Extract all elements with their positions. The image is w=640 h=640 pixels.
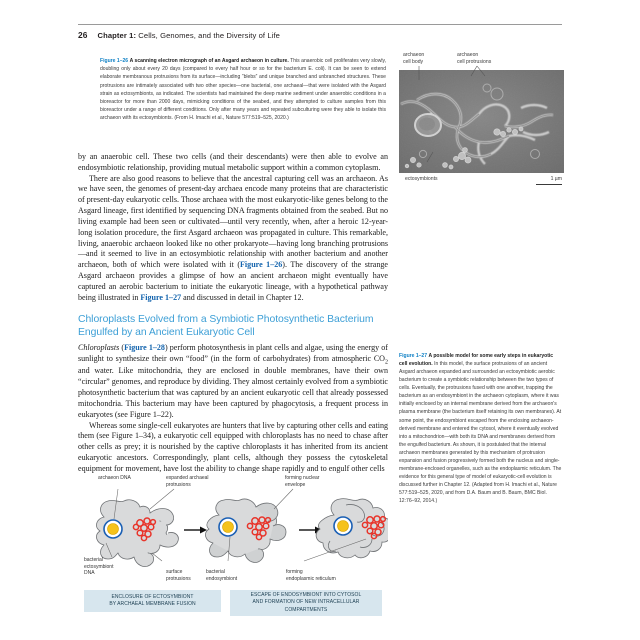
surface-protrusions-line2: protrusions [166, 575, 191, 582]
running-head [78, 30, 562, 40]
micrograph-callout-labels [399, 52, 564, 70]
section-heading [78, 313, 396, 340]
paragraph-2-part-a: There are also good reasons to believe that the ancestral capturing cell was an archaeon. As we have seen, the genomes of present-day archaea encode many proteins that are characteristic of present-day eukaryotic cells. Those archaea with the most eukaryotic-like genes belong to the Asgard lineage, first identified by sequencing DNA fragments obtained from the seabed. But no living example had been seen or cultivated—until very recently, when, after a heroic 12-year-long isolation procedure, the first Asgard archaeon was propagated in culture. This remarkable, living, anaerobic archaeon looked like no other prokaryote—having long branching protrusions—and it seemed to live in an ectosymbiotic relationship with another bacterium and another archaeon, both of which were isolated with it ( [78, 173, 388, 270]
figure-1-26-title: A scanning electron micrograph of an Asgard archaeon in culture. [129, 58, 289, 64]
paragraph-2-part-c: and discussed in detail in Chapter 12. [181, 292, 304, 302]
chapter-label: Chapter 1: [97, 31, 137, 40]
expanded-protrusions-line2: protrusions [166, 481, 191, 488]
banner-left-line1: ENCLOSURE OF ECTOSYMBIONT [111, 593, 194, 600]
bacterial-ecto-line2: ectosymbiont [84, 563, 114, 570]
label-ectosymbionts: ectosymbionts [405, 176, 438, 182]
bacterial-ectosymbiont-stage1 [104, 520, 122, 538]
diagram-label-bacterial-ectosymbiont-dna [84, 557, 113, 577]
label-archaeon-cell-body-line2: cell body [403, 58, 424, 65]
figure-1-27-diagram [78, 477, 388, 617]
banner-right-line1: ESCAPE OF ENDOSYMBIONT INTO CYTOSOL [250, 592, 362, 599]
figure-1-26-caption [100, 57, 386, 122]
paragraph-1: by an anaerobic cell. These two cells (and their descendants) were then able to evolve an endosymbiotic relationship, providing mutual metabolic support within a common cytoplasm. [78, 152, 388, 172]
paragraph-3 [78, 343, 388, 421]
expanded-protrusions-line1: expanded archaeal [166, 475, 209, 481]
diagram-label-expanded-protrusions [166, 475, 209, 488]
micrograph-svg [399, 70, 564, 173]
figure-1-27-title: A possible model for some early steps in eukaryotic cell evolution. [399, 353, 554, 368]
scale-bar-text: 1 µm [550, 176, 562, 182]
diagram-label-surface-protrusions [166, 569, 191, 582]
figure-ref-1-27: Figure 1–27 [140, 292, 182, 302]
paragraph-3-rest: ) perform photosynthesis in plant cells and algae, using the energy of sunlight to synthesize their own “food” (in the form of carbohydrates) from atmospheric CO [78, 343, 388, 363]
forming-nuclear-line1: forming nuclear [285, 475, 320, 481]
figure-1-27-label: Figure 1–27 [399, 353, 428, 359]
figure-1-26-panel [399, 52, 564, 187]
diagram-label-bacterial-endosymbiont [206, 569, 237, 582]
forming-nuclear-line2: envelope [285, 481, 306, 488]
paragraph-4: Whereas some single-cell eukaryotes are hunters that live by capturing other cells and eating them (see Figure 1–34), a eukaryotic cell equipped with chloroplasts has no need to chase after other cells as prey; it is nourished by the captive chloroplasts it has inherited from its ancient eukaryotic ancestors. Correspondingly, plant cells, although they possess the cytoskeletal equipment for movement, have lost the ability to change shape rapidly and to engulf other cells [78, 420, 388, 473]
forming-er-line1: forming [286, 569, 303, 575]
figure-1-27-body: In this model, the surface protrusions of an ancient Asgard archaeon expanded and surrounded an ectosymbiotic aerobic bacterium to create a symbiotic relationship between the two types of cells. Eventually, the protrusions fused with one another, trapping the bacterium as an endosymbiont in the archaeon cytoplasm, where it was initially enclosed by an internal membrane derived from the archaeon's plasma membrane (the bacterium itself retaining its own membranes). At some point, the endosymbiont escaped from the enclosing archaeon-derived membrane and entered the cytosol, where it eventually evolved into a mitochondrion—with both its DNA and membranes derived from the engulfed bacterium. As shown, it is postulated that the internal archaeon membranes generated by this mechanism of protrusion expansion and fusion progressively formed both the nucleus and single-membrane-enclosed organelles, such as the endoplasmic reticulum. The evidence for this general type of model of eukaryotic-cell evolution is discussed further in Chapter 12. (Adapted from H. Imachi et al., Nature 577:519–525, 2020, and from D.A. Baum and B. Baum, BMC Biol. 12:76–92, 2014.) [399, 361, 562, 505]
chapter-title: Cells, Genomes, and the Diversity of Life [138, 31, 280, 40]
paragraph-2 [78, 174, 388, 304]
bacterial-ecto-line1: bacterial [84, 557, 103, 563]
forming-nucleus-stage3 [334, 517, 352, 535]
sem-micrograph-image [399, 70, 564, 173]
banner-right-line3: COMPARTMENTS [284, 606, 328, 613]
label-archaeon-cell-protrusions-line1: archaeon [457, 52, 479, 58]
bacterial-endo-line2: endosymbiont [206, 575, 238, 582]
label-archaeon-cell-body-line1: archaeon [403, 52, 425, 58]
section-heading-line2: Engulfed by an Ancient Eukaryotic Cell [78, 327, 255, 339]
paragraph-3-rest2: and water. Like mitochondria, they are enclosed in double membranes, have their own “circular” genomes, and reproduce by dividing. They almost certainly evolved from a symbiotic photosynthetic bacterium that was captured by an ancient eukaryotic cell that already possessed mitochondria. This bacterium may have been captured by phagocytosis, a frequent process in eukaryotes (see Figure 1–22). [78, 366, 388, 419]
co2-subscript: 2 [385, 359, 388, 366]
body-column-upper [78, 152, 388, 303]
paragraph-3-open: ( [119, 343, 125, 352]
surface-protrusions-line1: surface [166, 569, 183, 575]
section-heading-line1: Chloroplasts Evolved from a Symbiotic Photosynthetic Bacterium [78, 314, 374, 325]
forming-er-line2: endoplasmic reticulum [286, 575, 336, 582]
label-archaeon-cell-body [403, 52, 424, 65]
banner-right-line2: AND FORMATION OF NEW INTRACELLULAR [252, 599, 360, 606]
banner-enclosure-of-ectosymbiont [84, 590, 221, 612]
page-number: 26 [78, 30, 88, 40]
chloroplasts-italic: Chloroplasts [78, 343, 120, 352]
label-archaeon-cell-protrusions-line2: cell protrusions [457, 58, 492, 65]
bacterial-ecto-line3: DNA [84, 570, 95, 576]
banner-escape-of-endosymbiont [230, 590, 382, 616]
diagram-label-forming-nuclear-envelope [285, 475, 319, 488]
scale-bar-row [399, 175, 564, 187]
figure-1-26-label: Figure 1–26 [100, 58, 129, 64]
figure-ref-1-26: Figure 1–26 [240, 260, 283, 270]
scale-bar-line [536, 184, 562, 185]
body-column-lower [78, 343, 388, 475]
diagram-label-archaeon-dna: archaeon DNA [98, 475, 131, 481]
figure-1-26-body: This anaerobic cell proliferates very slowly, doubling only about every 20 days (compared to every half hour or so for the bacterium E. coli). It can be seen to extend elaborate membranous protrusions from its surface—including “blebs” and unique branched and unbranched structures. These protrusions are intimately associated with two other species—one bacterial, one archaeal—that were isolated with the Asgard strain as ectosymbionts, as indicated. The scientists had maintained the deep marine sediment under anaerobic conditions in a bioreactor for more than 2000 days, mimicking conditions of the seabed, and they attempted to culture samples from this bioreactor under a range of different conditions. Only after many years and repeated subculturing were they able to isolate this archaeon with its ectosymbionts. (From H. Imachi et al., Nature 577:519–525, 2020.) [100, 58, 387, 122]
diagram-label-forming-er [286, 569, 336, 582]
paragraph-2-part-b: ). The discovery of the strange Asgard archaeon provides a glimpse of how an ancient archaeon might eventually have captured an aerobic bacterium to initiate the eukaryotic lineage, with a hypothetical pathway being illustrated in [78, 260, 388, 302]
arrow-1 [184, 527, 207, 534]
bacterial-endosymbiont-stage2 [219, 518, 237, 536]
label-archaeon-cell-protrusions [457, 52, 491, 65]
figure-ref-1-28: Figure 1–28 [124, 343, 165, 352]
figure-1-27-caption [399, 352, 562, 505]
header-rule [78, 24, 562, 25]
bacterial-endo-line1: bacterial [206, 569, 225, 575]
banner-left-line2: BY ARCHAEAL MEMBRANE FUSION [109, 601, 196, 607]
